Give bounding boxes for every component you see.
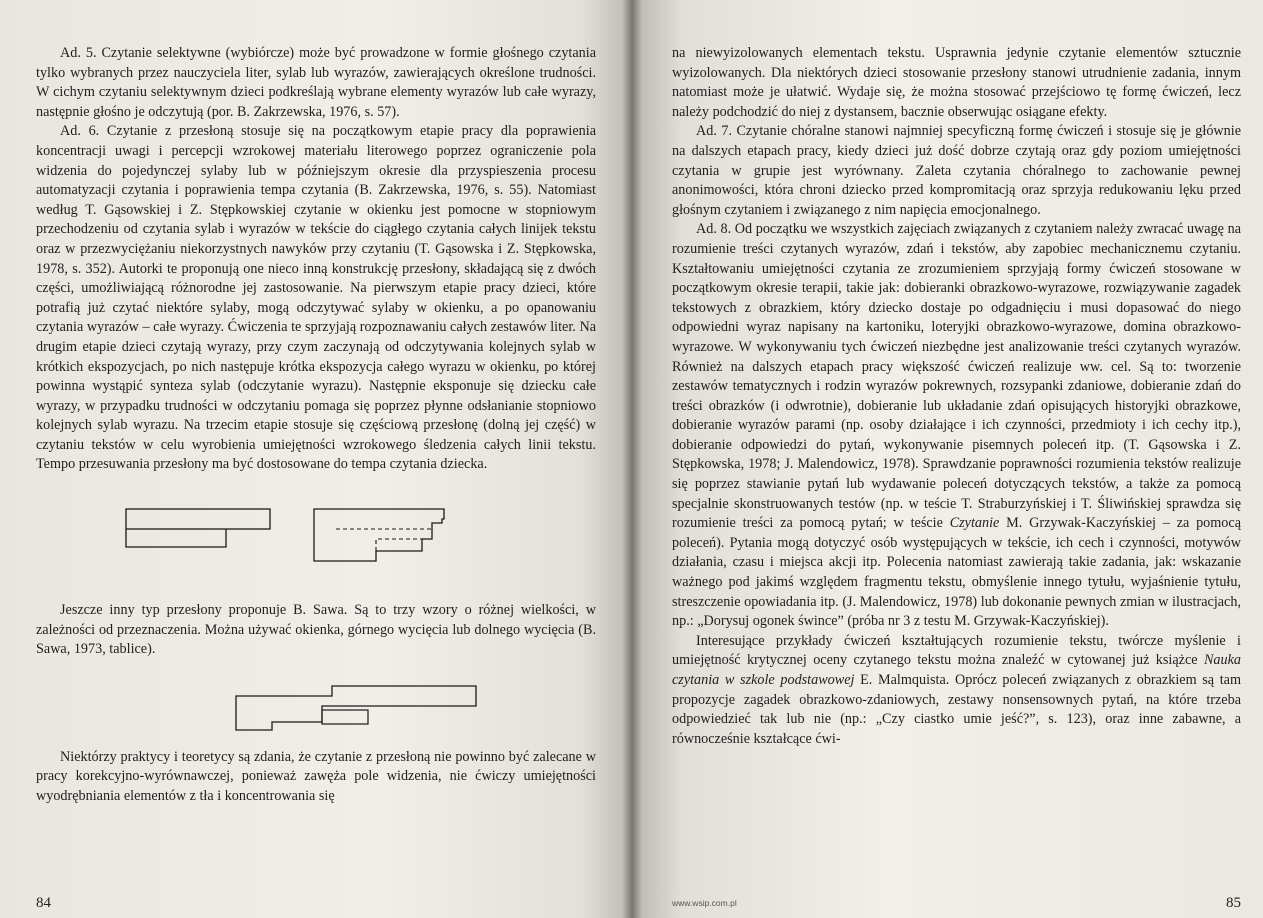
paragraph-ad8 (672, 220, 1241, 631)
figure-occluder-two-part (36, 489, 596, 601)
paragraph-sawa: Jeszcze inny typ przesłony proponuje B. Sawa. Są to trzy wzory o różnej wielkości, w zależności od przeznaczenia. Można używać okienka, górnego wycięcia lub dolnego wycięcia (B. Sawa, 1973, tablice). (36, 602, 596, 658)
occluder-stepped-outline (314, 509, 444, 561)
examples-text-part2: E. Malmquista. Oprócz poleceń związanych z obrazkiem są tam propozycje zagadek obrazkowo-zdaniowych, zestawy nonsensownych pytań, na które trzeba odpowiedzieć tak lub nie (np.: „Czy ciastko umie jeść?”, s. 123), oraz inne zabawne, a równocześnie kształcące ćwi- (672, 672, 1242, 747)
page-number-right: 85 (1226, 895, 1241, 911)
paragraph-ad5: Ad. 5. Czytanie selektywne (wybiórcze) może być prowadzone w formie głośnego czytania tylko wybranych przez nauczyciela liter, sylab lub wyrazów, zawierających określone trudności. W cichym czytaniu selektywnym dzieci podkreślają wybrane elementy wyrazów lub całe wyrazy, następnie głośno je odczytują (por. B. Zakrzewska, 1976, s. 57). (36, 45, 596, 120)
occluder-dashed-inner (376, 539, 422, 551)
ad8-text-part1: Ad. 8. Od początku we wszystkich zajęciach związanych z czytaniem należy zwracać uwagę na rozumienie treści czytanych wyrazów, zdań i tekstów, aby zapobiec mechanicznemu czytaniu. Kształtowaniu umiejętności czytania ze zrozumieniem sprzyjają formy ćwiczeń stosowane w początkowym okresie terapii, takie jak: dobieranki obrazkowo-wyrazowe, rozwiązywanie zagadek tekstowych z obrazkiem, który dziecko dostaje po odgadnięciu i musi dopasować do niego odpowiedni wyraz napisany na kartoniku, loteryjki obrazkowo-wyrazowe, domina obrazkowo-wyrazowe. W wykonywaniu tych ćwiczeń niezbędne jest analizowanie treści czytanych wyrazów. Również na dalszych etapach pracy większość ćwiczeń realizuje ww. cel. Są to: tworzenie zestawów tematycznych i rodzin wyrazów pokrewnych, rozsypanki zdaniowe, dobieranie zdań do treści obrazków (i odwrotnie), dobieranie lub układanie zdań opisujących historyjki obrazkowe, dobieranie wyrazów parami (np. osoby działające i ich czynności, przedmioty i ich cechy itp.), dobieranie odpowiedzi do pytań, wykonywanie pisemnych poleceń itp. (T. Gąsowska i Z. Stępkowska, 1978; J. Malendowicz, 1978). Sprawdzanie poprawności rozumienia tekstów realizuje się poprzez stawianie pytań lub wydawanie poleceń dotyczących tekstów, a także za pomocą specjalnie skonstruowanych testów (np. w teście T. Straburzyńskiej i T. Śliwińskiej sprawdza się rozumienie treści za pomocą pytań; w teście (672, 221, 1241, 532)
test-title-czytanie: Czytanie (949, 515, 1000, 532)
paragraph-interesting-examples (672, 632, 1241, 750)
occluder-bottom-part (126, 529, 226, 547)
occluder-diagram-1 (36, 489, 596, 601)
paragraph-ad6: Ad. 6. Czytanie z przesłoną stosuje się na początkowym etapie pracy dla poprawienia koncentracji uwagi i percepcji wzrokowej materiału literowego poprzez ograniczenie pola widzenia do pojedynczej sylaby lub w późniejszym okresie dla przyspieszenia procesu automatyzacji czytania i poprawienia tempa czytania (B. Zakrzewska, 1976, s. 55). Natomiast według T. Gąsowskiej i Z. Stępkowskiej czytanie w okienku jest pomocne w stopniowym przechodzeniu od czytania sylab i wyrazów w tekście do ciągłego czytania całych linijek tekstu oraz w przezwyciężaniu niekorzystnych nawyków przy czytaniu (T. Gąsowska i Z. Stępkowska, 1978, s. 352). Autorki te proponują one nieco inną konstrukcję przesłony, składającą się z dwóch części, umożliwiającą różnorodne jej zastosowanie. Na pierwszym etapie pracy dzieci, które potrafią już czytać niektóre sylaby, mogą odczytywać sylaby w okienku, a po opanowaniu czytania wyrazów – całe wyrazy. Ćwiczenia te sprzyjają rozpoznawaniu całych zestawów liter. Na drugim etapie dzieci czytają wyrazy, przy czym zaczynają od odczytywania kolejnych sylab w krótkich ekspozycjach, po nich następuje krótka ekspozycja całego wyrazu w okienku, po której powinna wystąpić synteza sylab (odczytanie wyrazu). Następnie eksponuje się dziecku całe wyrazy, w przypadku trudności w odczytaniu pomaga się poprzez płynne odsłanianie stopniowo kolejnych sylab wyrazu. Na trzecim etapie stosuje się częściową przesłonę (dolną jej część) w czytaniu tekstów w celu wyrobienia umiejętności wzrokowego śledzenia całych linii tekstu. Tempo przesuwania przesłony ma być dostosowane do tempa czytania dziecka. (36, 123, 596, 473)
examples-text-part1: Interesujące przykłady ćwiczeń kształtujących rozumienie tekstu, twórcze myślenie i umiejętność krytycznej oceny czytanego tekstu można znaleźć w cytowanej już książce (672, 632, 1241, 669)
right-page (632, 0, 1263, 918)
page-number-left: 84 (36, 895, 51, 911)
occluder-window (322, 710, 368, 724)
paragraph-practitioners: Niektórzy praktycy i teoretycy są zdania, że czytanie z przesłoną nie powinno być zalecane w pracy korekcyjno-wyrównawczej, ponieważ zawęża pole widzenia, nie ćwiczy umiejętności wyodrębniania elementów z tła i koncentrowania się (36, 748, 596, 805)
figure-occluder-stepped (36, 672, 596, 748)
book-title: Nauka czytania w szkole podstawowej (672, 652, 1241, 688)
paragraph-ad7: Ad. 7. Czytanie chóralne stanowi najmniej specyficzną formę ćwiczeń i stosuje się je głównie na dalszych etapach pracy, kiedy dzieci już dość dobrze czytają oraz gdy poziom umiejętności czytania w grupie jest wyrównany. Zaleta czytania chóralnego to zachowanie pewnej anonimowości, która chroni dziecko przed kompromitacją oraz sprzyja redukowaniu lęku przed głośnym czytaniem i związanego z nim napięcia emocjonalnego. (672, 123, 1241, 218)
occluder-top-strip (126, 509, 270, 529)
paragraph-continuation: na niewyizolowanych elementach tekstu. Usprawnia jedynie czytanie elementów sztucznie wyizolowanych. Dla niektórych dzieci stosowanie przesłony stanowi utrudnienie zadania, innym natomiast może je ułatwić. Wydaje się, że można stosować przejściowo tę formę ćwiczeń, lecz należy podchodzić do niej z dystansem, bacznie obserwując osiągane efekty. (672, 45, 1241, 120)
ad8-text-part2: M. Grzywak-Kaczyńskiej – za pomocą poleceń). Pytania mogą dotyczyć osób występujących w tekście, ich cech i czynności, motywów działania, czasu i miejsca akcji itp. Polecenia natomiast zawierają takie zadania, jak: wskazanie ważnego pod jakimś względem fragmentu tekstu, obmyślenie innego tytułu, wyjaśnienie tytułu, streszczenie opowiadania itp. (J. Malendowicz, 1978) lub dokonanie pewnych zmian w ilustracjach, np.: „Dorysuj ogonek śwince” (próba nr 3 z testu M. Grzywak-Kaczyńskiej). (672, 515, 1241, 630)
occluder-diagram-2 (36, 672, 596, 748)
footer-url: www.wsip.com.pl (672, 898, 737, 908)
